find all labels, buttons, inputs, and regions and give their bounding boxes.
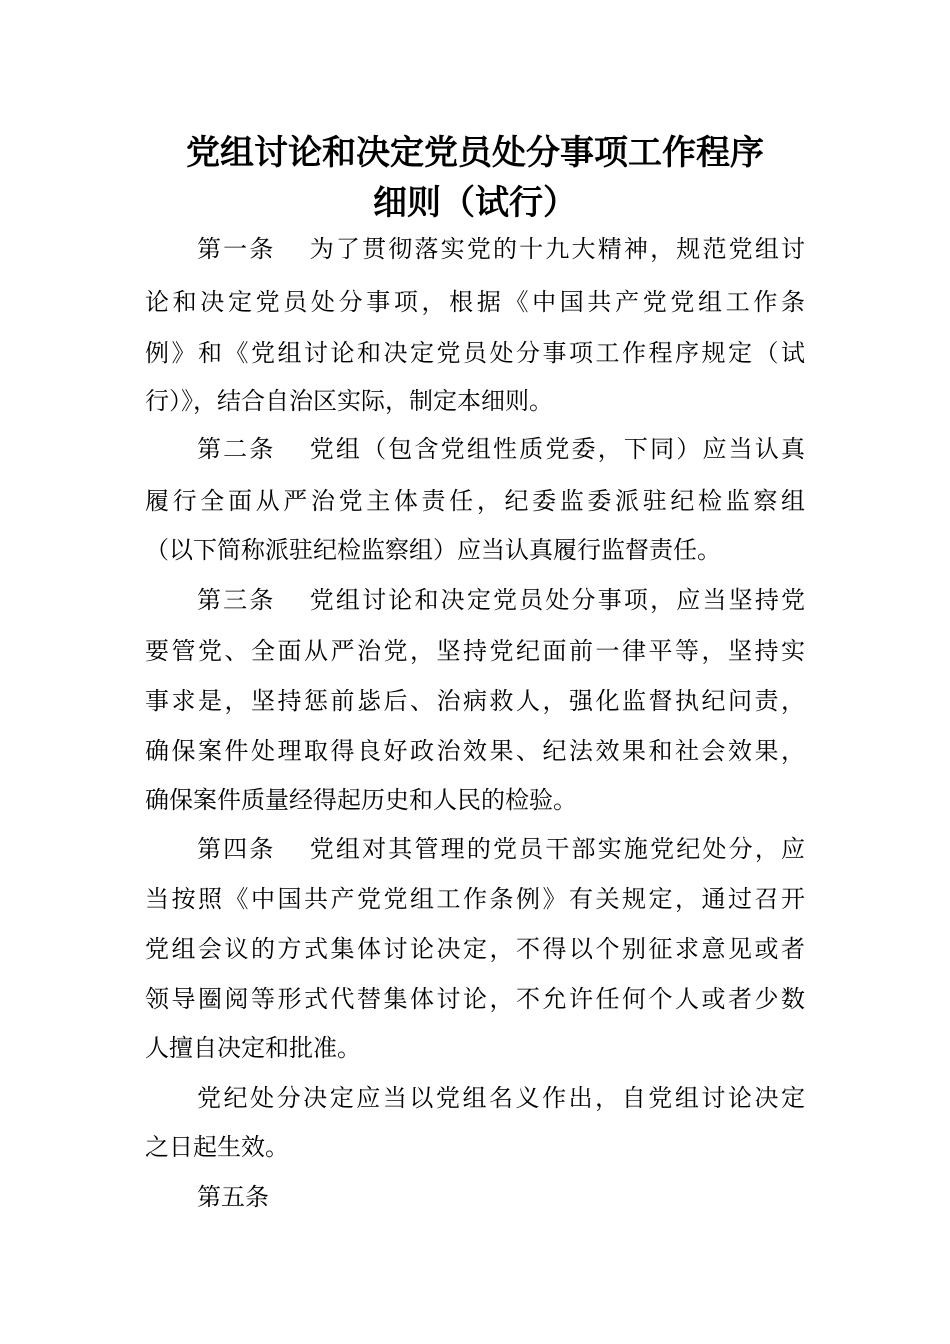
article-2-line-2: 履行全面从严治党主体责任，纪委监委派驻纪检监察组 [145, 487, 805, 515]
article-4-label: 第四条 [197, 835, 276, 863]
article-2-label: 第二条 [197, 435, 276, 463]
article-4-text-1: 党组对其管理的党员干部实施党纪处分，应 [307, 835, 805, 863]
article-1-line-2: 论和决定党员处分事项，根据《中国共产党党组工作条 [145, 288, 805, 316]
article-3-line-1 [197, 583, 805, 617]
document-title-line-2: 细则（试行） [373, 183, 577, 223]
article-1-line-4: 行）》，结合自治区实际，制定本细则。 [145, 387, 553, 415]
article-2-line-3: （以下简称派驻纪检监察组）应当认真履行监督责任。 [145, 536, 721, 564]
article-4-line-3: 党组会议的方式集体讨论决定，不得以个别征求意见或者 [145, 935, 805, 963]
article-4-line-5: 人擅自决定和批准。 [145, 1034, 361, 1062]
article-4-line-4: 领导圈阅等形式代替集体讨论，不允许任何个人或者少数 [145, 985, 805, 1013]
article-1-line-1 [197, 232, 805, 266]
article-4-line-2: 当按照《中国共产党党组工作条例》有关规定，通过召开 [145, 885, 805, 913]
article-3-line-3: 事求是，坚持惩前毖后、治病救人，强化监督执纪问责， [145, 687, 805, 715]
article-3-label: 第三条 [197, 586, 276, 614]
article-1-line-3: 例》和《党组讨论和决定党员处分事项工作程序规定（试 [145, 339, 805, 367]
article-3-line-2: 要管党、全面从严治党，坚持党纪面前一律平等，坚持实 [145, 637, 805, 665]
article-3-text-1: 党组讨论和决定党员处分事项，应当坚持党 [307, 586, 805, 614]
article-5-label: 第五条 [197, 1183, 269, 1211]
article-2-text-1: 党组（包含党组性质党委，下同）应当认真 [307, 435, 805, 463]
paragraph-line-1: 党纪处分决定应当以党组名义作出，自党组讨论决定 [197, 1084, 805, 1112]
article-1-text-1: 为了贯彻落实党的十九大精神，规范党组讨 [307, 235, 805, 263]
document-title-line-1: 党组讨论和决定党员处分事项工作程序 [186, 133, 764, 173]
article-1-label: 第一条 [197, 235, 276, 263]
article-3-line-5: 确保案件质量经得起历史和人民的检验。 [145, 786, 577, 814]
article-4-line-1 [197, 832, 805, 866]
article-3-line-4: 确保案件处理取得良好政治效果、纪法效果和社会效果， [145, 737, 805, 765]
paragraph-line-2: 之日起生效。 [145, 1133, 289, 1161]
article-2-line-1 [197, 432, 805, 466]
